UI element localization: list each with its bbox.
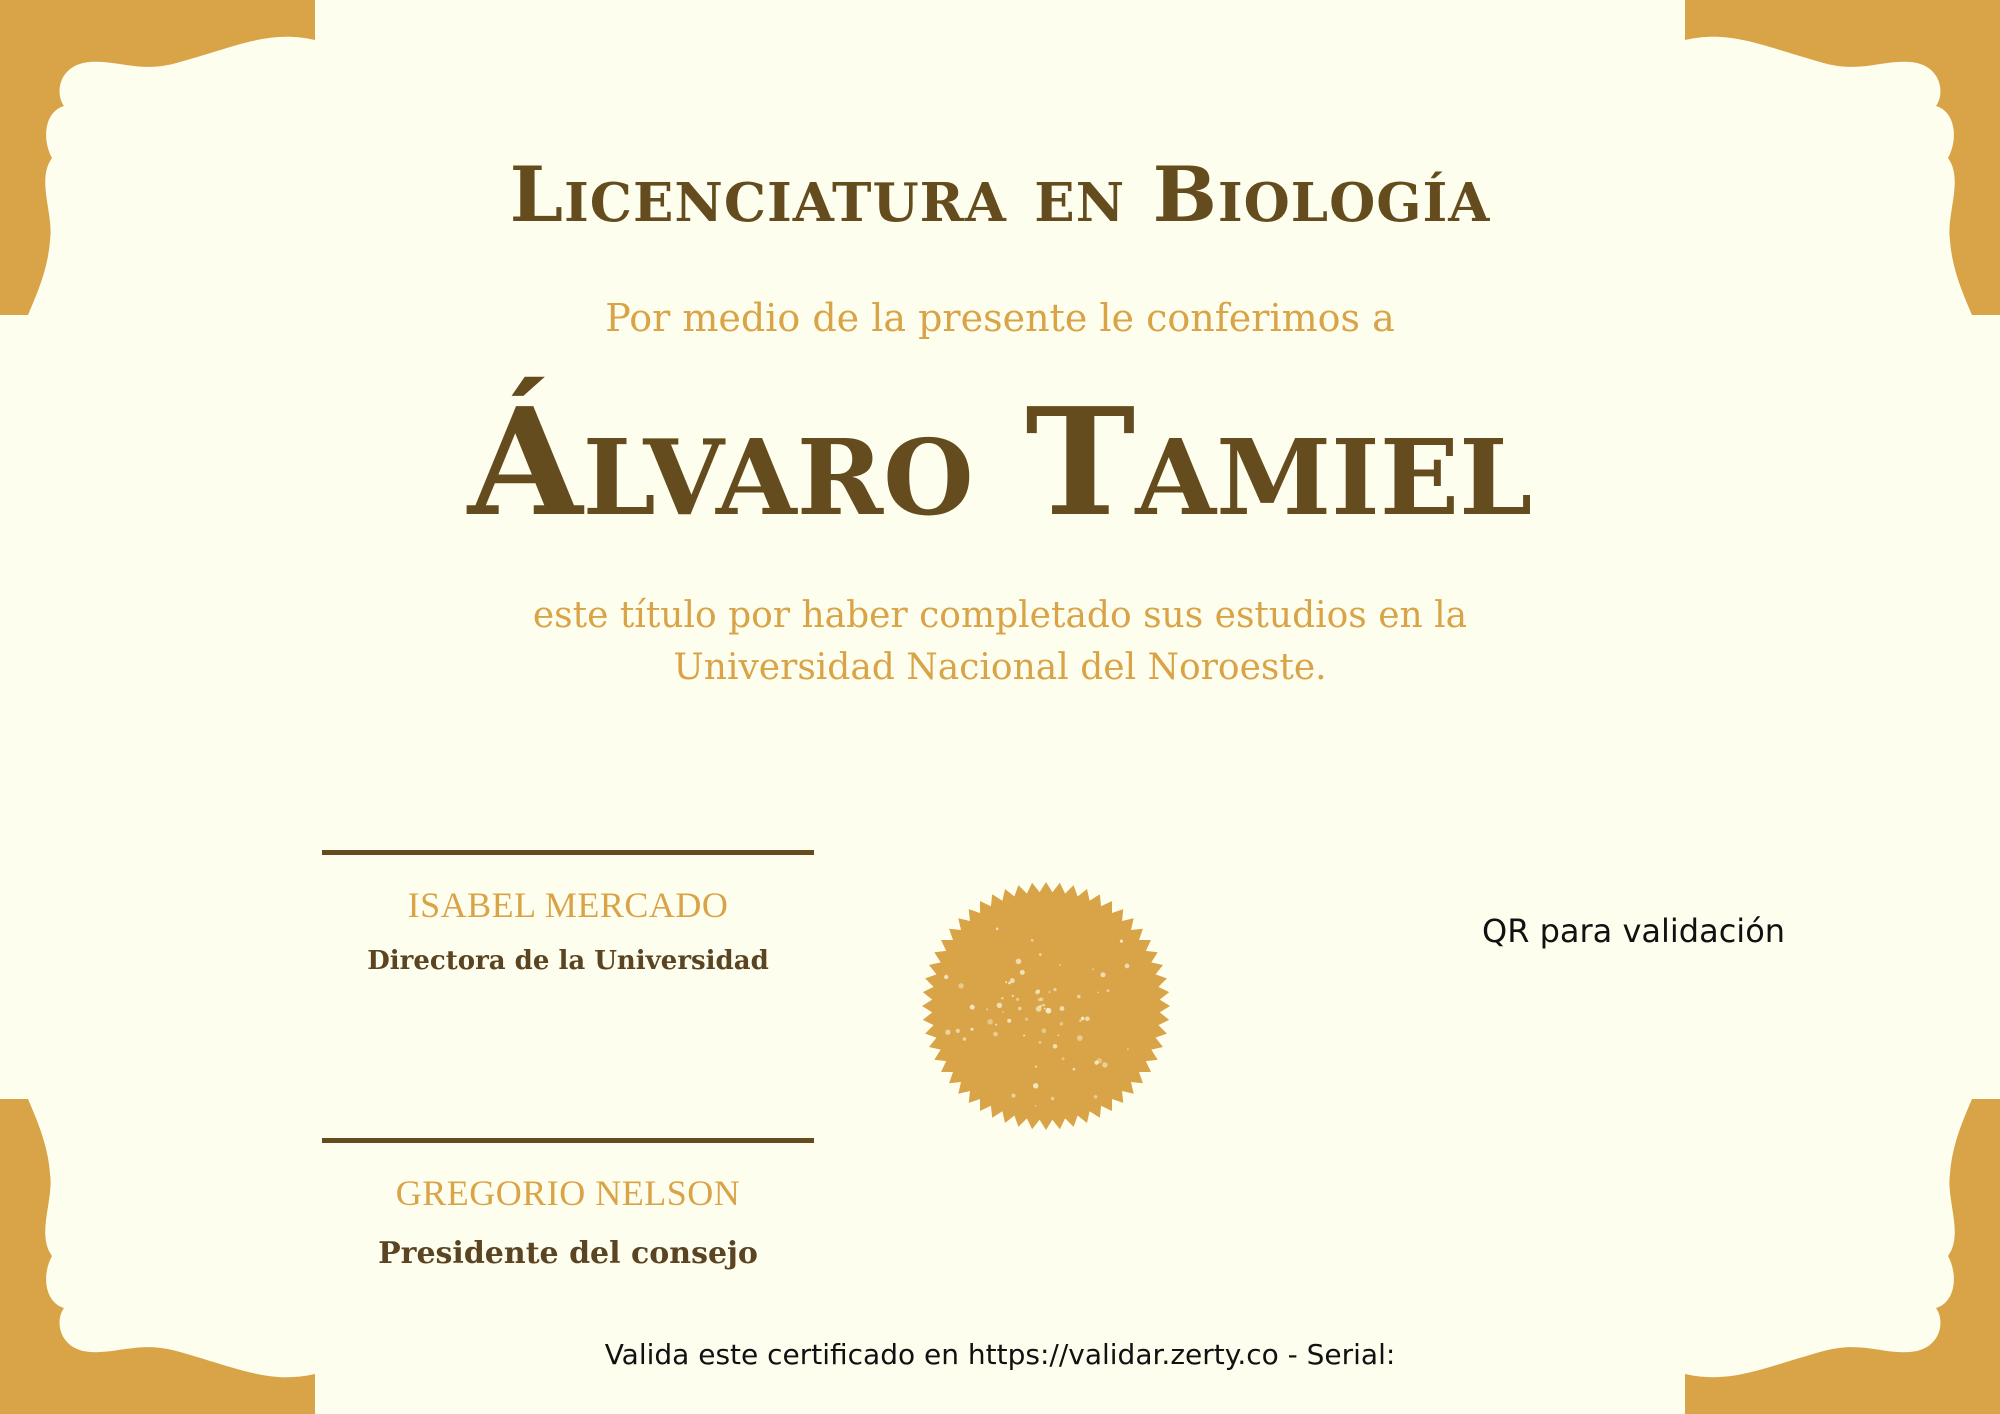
seal-texture-speck xyxy=(995,1024,997,1026)
seal-texture-speck xyxy=(1053,988,1056,991)
seal-texture-speck xyxy=(1101,972,1106,977)
seal-texture-speck xyxy=(1035,990,1040,995)
seal-texture-speck xyxy=(1038,998,1041,1001)
seal-texture-speck xyxy=(1036,1006,1042,1012)
certificate-title: Licenciatura en Biología xyxy=(509,150,1491,239)
seal-texture-speck xyxy=(1092,968,1094,970)
qr-validation-label: QR para validación xyxy=(1482,912,1786,950)
recipient-name: Álvaro Tamiel xyxy=(467,375,1533,549)
signatory-role-2: Presidente del consejo xyxy=(378,1236,758,1271)
seal-texture-speck xyxy=(1020,970,1025,975)
seal-texture-speck xyxy=(1044,1008,1046,1010)
seal-texture-speck xyxy=(1039,953,1042,956)
seal-texture-speck xyxy=(1051,1097,1055,1101)
seal-texture-speck xyxy=(1025,1018,1028,1021)
gold-seal-icon xyxy=(920,880,1172,1132)
seal-texture-speck xyxy=(1125,964,1130,969)
seal-texture-speck xyxy=(987,1019,993,1025)
signatory-name-2: GREGORIO NELSON xyxy=(395,1173,741,1213)
validation-footer: Valida este certificado en https://validar.zerty.co - Serial: xyxy=(604,1338,1396,1371)
seal-texture-speck xyxy=(956,1029,960,1033)
seal-texture-speck xyxy=(1007,1019,1011,1023)
seal-texture-speck xyxy=(1077,995,1081,999)
seal-texture-speck xyxy=(1077,1035,1083,1041)
seal-texture-speck xyxy=(1059,964,1061,966)
seal-texture-speck xyxy=(1081,1017,1085,1021)
seal-texture-speck xyxy=(1001,997,1003,999)
seal-texture-speck xyxy=(1047,1008,1049,1010)
signatory-role-1: Directora de la Universidad xyxy=(367,946,769,976)
seal-texture-speck xyxy=(1060,1006,1065,1011)
seal-texture-speck xyxy=(986,1008,988,1010)
seal-texture-speck xyxy=(996,928,999,931)
seal-texture-speck xyxy=(1035,1105,1037,1107)
seal-texture-speck xyxy=(963,1037,967,1041)
certificate-intro: Por medio de la presente le conferimos a xyxy=(605,296,1395,340)
seal-texture-speck xyxy=(1073,1068,1076,1071)
certificate-reason xyxy=(0,590,2000,694)
seal-texture-speck xyxy=(945,1030,950,1035)
seal-texture-speck xyxy=(1012,995,1014,997)
seal-texture-speck xyxy=(944,975,948,979)
seal-texture-speck xyxy=(1097,992,1099,994)
seal-texture-speck xyxy=(1053,1044,1058,1049)
signature-line-1 xyxy=(322,850,814,855)
seal-texture-speck xyxy=(1005,981,1007,983)
signature-line-2 xyxy=(322,1138,814,1143)
seal-texture-speck xyxy=(1102,1062,1108,1068)
seal-texture-speck xyxy=(1033,1083,1038,1088)
seal-texture-speck xyxy=(970,1005,975,1010)
seal-texture-speck xyxy=(1127,1048,1129,1050)
seal-texture-speck xyxy=(1095,1061,1099,1065)
seal-texture-speck xyxy=(1058,1035,1060,1037)
seal-texture-speck xyxy=(1023,1035,1025,1037)
seal-texture-speck xyxy=(1031,939,1034,942)
seal-texture-speck xyxy=(1041,1028,1046,1033)
seal-texture-speck xyxy=(1042,1004,1045,1007)
seal-texture-speck xyxy=(1035,1066,1037,1068)
seal-texture-speck xyxy=(993,1032,998,1037)
seal-texture-speck xyxy=(1079,1019,1082,1022)
seal-body xyxy=(922,882,1170,1130)
seal-texture-speck xyxy=(958,983,963,988)
seal-texture-speck xyxy=(1016,959,1022,965)
seal-texture-speck xyxy=(1018,1007,1021,1010)
seal-texture-speck xyxy=(1002,1011,1004,1013)
signatory-name-1: ISABEL MERCADO xyxy=(407,885,729,925)
seal-texture-speck xyxy=(1011,1094,1015,1098)
seal-texture-speck xyxy=(1010,978,1015,983)
reason-line-2: Universidad Nacional del Noroeste. xyxy=(673,647,1327,688)
seal-texture-speck xyxy=(1016,998,1019,1001)
seal-texture-speck xyxy=(1048,991,1050,993)
seal-texture-speck xyxy=(1107,989,1110,992)
seal-texture-speck xyxy=(1062,1057,1065,1060)
seal-texture-speck xyxy=(1039,1041,1042,1044)
seal-texture-speck xyxy=(1120,940,1123,943)
seal-texture-speck xyxy=(1060,1022,1064,1026)
seal-texture-speck xyxy=(1085,1017,1090,1022)
reason-line-1: este título por haber completado sus estudios en la xyxy=(532,595,1468,636)
seal-texture-speck xyxy=(1094,1095,1098,1099)
seal-texture-speck xyxy=(997,1003,1002,1008)
seal-texture-speck xyxy=(971,1028,974,1031)
